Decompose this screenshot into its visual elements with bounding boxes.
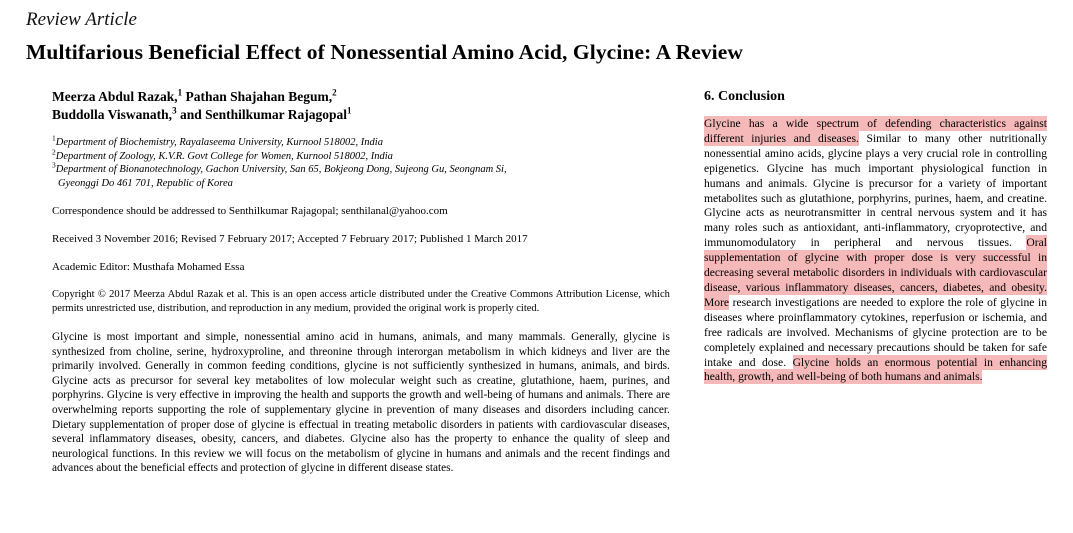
affiliation-text: Department of Bionanotechnology, Gachon University, San 65, Bokjeong Dong, Sujeong Gu, Seongnam Si, xyxy=(55,164,507,175)
page-title: Multifarious Beneficial Effect of Nonessential Amino Acid, Glycine: A Review xyxy=(26,40,744,64)
affiliation-marker: 2 xyxy=(52,147,56,156)
affiliation-item xyxy=(52,147,670,164)
affiliation-text: Department of Zoology, K.V.R. Govt College for Women, Kurnool 518002, India xyxy=(55,150,393,162)
author-affiliation-marker-2: 2 xyxy=(332,87,337,98)
two-column-body xyxy=(0,88,1073,476)
affiliation-text: Gyeonggi Do 461 701, Republic of Korea xyxy=(58,177,233,189)
paper-header xyxy=(0,0,1073,66)
affiliations-block xyxy=(52,133,670,190)
highlighted-text: Glycine has a wide spectrum of defending characteristics against different injuries and diseases. xyxy=(703,117,1047,145)
author-name-2: Pathan Shajahan Begum, xyxy=(182,89,333,104)
right-column xyxy=(704,88,1047,476)
column-gutter xyxy=(670,88,704,476)
affiliation-item-continuation xyxy=(52,177,670,191)
highlighted-text: Glycine holds an enormous potential in enhancing health, growth, and well-being of both humans and animals. xyxy=(703,355,1048,384)
author-name-3: Buddolla Viswanath, xyxy=(52,107,173,122)
author-name-4: and Senthilkumar Rajagopal xyxy=(176,107,347,122)
affiliation-item xyxy=(52,160,670,177)
academic-editor-line: Academic Editor: Musthafa Mohamed Essa xyxy=(52,261,245,273)
section-heading-conclusion: 6. Conclusion xyxy=(703,89,785,104)
submission-dates-line: Received 3 November 2016; Revised 7 February 2017; Accepted 7 February 2017; Published 1 March 2017 xyxy=(52,233,528,245)
affiliation-item xyxy=(52,133,670,150)
conclusion-paragraph xyxy=(704,117,1047,385)
left-column xyxy=(26,88,670,476)
authors-list xyxy=(52,88,670,124)
author-affiliation-marker-1: 1 xyxy=(177,87,183,98)
author-affiliation-marker-4: 1 xyxy=(346,105,352,116)
affiliation-marker: 1 xyxy=(52,133,56,143)
affiliation-text: Department of Biochemistry, Rayalaseema University, Kurnool 518002, India xyxy=(55,137,383,148)
correspondence-line: Correspondence should be addressed to Senthilkumar Rajagopal; senthilanal@yahoo.com xyxy=(52,205,448,217)
copyright-notice: Copyright © 2017 Meerza Abdul Razak et al. This is an open access article distributed under the Creative Commons Attribution License, which permits unrestricted use, distribution, and reproduction in any medium, provided the original work is properly cited. xyxy=(52,289,670,314)
article-type-label: Review Article xyxy=(26,9,137,30)
abstract-text: Glycine is most important and simple, nonessential amino acid in humans, animals, and many mammals. Generally, glycine is synthesized from choline, serine, hydroxyproline, and threonine through interorgan metabolism in which kidneys and liver are the primarily involved. Generally in common feeding conditions, glycine is not sufficiently synthesized in humans, animals, and birds. Glycine acts as precursor for several key metabolites of low molecular weight such as creatine, glutathione, haem, purines, and porphyrins. Glycine is very effective in improving the health and supports the growth and well-being of humans and animals. There are overwhelming reports supporting the role of supplementary glycine in prevention of many diseases and disorders including cancer. Dietary supplementation of proper dose of glycine is effectual in treating metabolic disorders in patients with cardiovascular diseases, several inflammatory diseases, obesity, cancers, and diabetes. Glycine also has the property to enhance the quality of sleep and neurological functions. In this review we will focus on the metabolism of glycine in humans and animals and the recent findings and advances about the beneficial effects and protection of glycine in different disease states. xyxy=(52,331,670,475)
highlighted-text: Oral supplementation of glycine with proper dose is very successful in decreasing several metabolic disorders in individuals with cardiovascular disease, various inflammatory diseases, cancers, diabetes, and obesity. More xyxy=(703,236,1047,309)
author-name-1: Meerza Abdul Razak, xyxy=(52,89,178,104)
affiliation-marker: 3 xyxy=(52,160,56,170)
plain-text: research investigations are needed to explore the role of glycine in diseases where proinflammatory cytokines, reperfusion or ischemia, and free radicals are involved. Mechanisms of glycine protection are to be completely explained and necessary precautions should be taken for safe intake and dose. xyxy=(703,295,1047,369)
plain-text: Similar to many other nutritionally nonessential amino acids, glycine plays a very crucial role in controlling epigenetics. Glycine has much important physiological function in humans and animals. Glycine is precursor for a variety of important metabolites such as glutathione, porphyrins, purines, haem, and creatine. Glycine acts as neurotransmitter in central nervous system and it has many roles such as antioxidant, anti-inflammatory, cryoprotective, and immunomodulatory in peripheral and nervous tissues. xyxy=(703,131,1047,250)
author-affiliation-marker-3: 3 xyxy=(172,105,177,116)
